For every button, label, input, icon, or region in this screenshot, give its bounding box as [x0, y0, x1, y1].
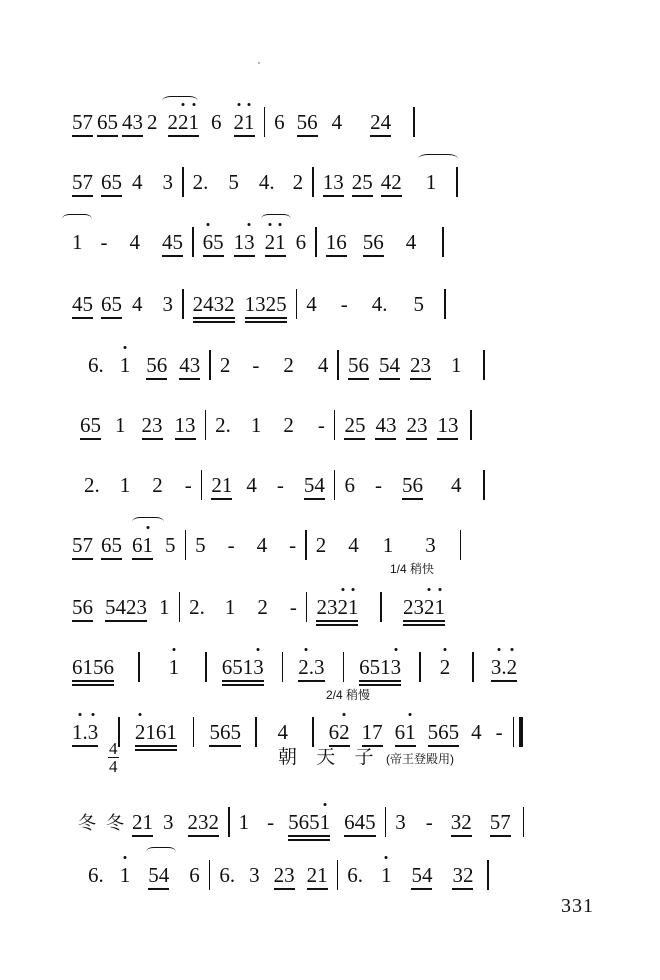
note-dotted: 6.	[219, 862, 236, 887]
music-line-13	[86, 858, 606, 892]
note-group: 57	[72, 109, 93, 134]
bar-line	[487, 860, 489, 890]
tie-arc	[146, 847, 176, 857]
piece-subtitle: (帝王登殿用)	[386, 752, 454, 766]
music-line-4	[70, 287, 590, 321]
final-bar-line	[513, 717, 523, 747]
music-line-1	[70, 105, 590, 139]
note-single: 2	[147, 109, 158, 134]
note-dotted: 6.	[88, 862, 104, 887]
tempo-annotation-2: 2/4 稍慢	[326, 688, 371, 702]
note-group: 17	[361, 719, 383, 744]
bar-line	[185, 530, 187, 560]
note-single: 4	[277, 719, 289, 744]
tie-arc	[162, 96, 198, 106]
bar-line	[209, 350, 211, 380]
note-single: 1	[119, 352, 131, 377]
note-single: 1	[119, 472, 131, 497]
rest-dash: -	[340, 291, 348, 316]
note-group: 13	[174, 412, 196, 437]
note-group: 21	[132, 809, 153, 834]
bar-line	[442, 227, 444, 257]
note-group: 23	[406, 412, 428, 437]
note-group: 61	[394, 719, 416, 744]
note-group: 2432	[192, 291, 235, 316]
note-single: 2	[257, 594, 268, 619]
bar-line	[523, 807, 525, 837]
time-signature-numerator: 4	[109, 739, 118, 758]
note-single: 4	[306, 291, 317, 316]
note-dotted: 4.	[371, 291, 388, 316]
time-signature-denominator: 4	[109, 757, 118, 776]
note-single: 4	[348, 532, 359, 557]
rest-dash: -	[276, 472, 284, 497]
note-group: 32	[452, 862, 474, 887]
note-single: 1	[72, 230, 83, 255]
music-line-2	[70, 165, 590, 199]
note-group: 232	[187, 809, 219, 834]
rest-dash: -	[374, 472, 382, 497]
bar-line	[337, 860, 339, 890]
note-group: 42	[380, 169, 402, 194]
note-group: 23	[273, 862, 295, 887]
note-dotted: 2.	[192, 169, 209, 194]
note-group: 565	[209, 719, 241, 744]
bar-line	[205, 652, 207, 682]
note-group: 13	[437, 412, 459, 437]
bar-line	[315, 227, 317, 257]
bar-line	[460, 530, 462, 560]
bar-line	[264, 107, 266, 137]
bar-line	[305, 530, 307, 560]
note-single: 3	[395, 809, 406, 834]
bar-line	[192, 227, 194, 257]
note-group: 65	[101, 532, 122, 557]
note-group: 2321	[316, 594, 359, 619]
bar-line	[444, 289, 446, 319]
note-single: 1	[119, 862, 131, 887]
note-group: 6156	[72, 654, 114, 679]
bar-line	[380, 592, 382, 622]
rest-dash: -	[267, 809, 275, 834]
note-dotted: 4.	[258, 169, 275, 194]
bar-line	[385, 807, 387, 837]
note-group: 21	[265, 230, 286, 255]
note-group: 43	[122, 109, 143, 134]
note-single: 1	[159, 594, 170, 619]
bar-line	[419, 652, 421, 682]
note-single: 3	[162, 291, 173, 316]
note-dotted: 2.	[189, 594, 205, 619]
bar-line	[179, 592, 181, 622]
note-group: 6513	[221, 654, 264, 679]
page-number: 331	[561, 895, 594, 917]
note-group: 65	[101, 291, 122, 316]
bar-line	[205, 410, 207, 440]
note-group: 13	[322, 169, 344, 194]
note-group: 57	[489, 809, 511, 834]
note-group: 57	[72, 169, 93, 194]
rest-dash: -	[227, 532, 235, 557]
bar-line	[413, 107, 415, 137]
note-single: 6	[344, 472, 355, 497]
note-single: 4	[246, 472, 257, 497]
note-single: 6	[295, 229, 307, 254]
note-single: 1	[224, 594, 236, 619]
note-single: 4	[331, 109, 343, 134]
note-single: 3	[425, 532, 436, 557]
note-group: 3.2	[490, 654, 518, 679]
note-group: 16	[325, 229, 347, 254]
bar-line	[182, 289, 184, 319]
note-single: 4	[132, 169, 143, 194]
bar-line	[193, 717, 195, 747]
note-group: 21	[233, 109, 255, 134]
note-single: 4	[317, 352, 329, 377]
note-single: 1	[450, 352, 462, 377]
note-group: 2321	[403, 594, 446, 619]
note-single: 6	[189, 862, 200, 887]
note-group: 565	[427, 719, 460, 744]
note-single: 1	[238, 809, 250, 834]
note-single: 6	[211, 109, 222, 134]
note-group: 65	[97, 109, 118, 134]
music-line-3	[70, 225, 590, 259]
note-single: 3	[249, 862, 260, 887]
rest-dash: -	[495, 719, 503, 744]
note-single: 3	[163, 809, 174, 834]
note-single: 5	[413, 291, 424, 316]
note-single: 1	[382, 532, 394, 557]
time-signature	[108, 740, 119, 775]
note-group: 23	[409, 352, 431, 377]
note-single: 6	[274, 109, 285, 134]
bar-line	[456, 167, 458, 197]
note-single: 2	[283, 352, 294, 377]
note-group: 45	[162, 229, 183, 254]
note-dotted: 2.	[215, 412, 231, 437]
note-group: 56	[146, 352, 168, 377]
music-line-10	[70, 650, 590, 684]
rest-dash: -	[317, 412, 325, 437]
bar-line	[334, 470, 336, 500]
rest-dash: -	[252, 352, 260, 377]
note-single: 2	[439, 654, 451, 679]
tie-arc	[62, 214, 92, 224]
music-line-9	[70, 590, 590, 624]
note-group: 56	[401, 472, 423, 497]
note-group: 21	[211, 472, 233, 497]
note-single: 4	[471, 719, 482, 744]
note-group: 56	[296, 109, 318, 134]
note-group: 25	[344, 412, 366, 437]
tempo-annotation-1: 1/4 稍快	[390, 562, 435, 576]
note-single: 4	[132, 291, 143, 316]
bar-line	[343, 652, 345, 682]
note-group: 65	[80, 412, 101, 437]
note-group: 32	[450, 809, 472, 834]
note-group: 56	[72, 594, 93, 619]
scan-speck	[258, 62, 260, 64]
note-single: 2	[152, 472, 163, 497]
note-group: 5423	[105, 594, 147, 619]
note-group: 1.3	[72, 719, 99, 744]
note-dotted: 6.	[347, 862, 363, 887]
note-single: 2	[292, 169, 304, 194]
note-single: 2	[283, 412, 294, 437]
note-group: 23	[141, 412, 163, 437]
bar-line	[201, 470, 203, 500]
note-group: 21	[306, 862, 328, 887]
note-group: 221	[168, 110, 200, 135]
note-single: 5	[165, 532, 176, 557]
bar-line	[255, 717, 257, 747]
music-line-12	[76, 805, 596, 839]
bar-line	[483, 470, 485, 500]
note-group: 43	[179, 352, 201, 377]
note-group: 24	[370, 109, 392, 134]
tie-arc	[418, 154, 458, 164]
note-single: 1	[168, 654, 180, 679]
note-group: 65	[202, 229, 224, 254]
note-group: 45	[72, 291, 93, 316]
bar-line	[209, 860, 211, 890]
bar-line	[296, 289, 298, 319]
note-group: 5651	[288, 809, 331, 834]
note-group: 54	[148, 863, 169, 888]
note-group: 13	[233, 229, 255, 254]
note-group: 62	[328, 719, 350, 744]
note-group: 57	[72, 532, 93, 557]
note-group: 54	[378, 352, 400, 377]
note-single: 1	[426, 170, 437, 195]
note-group: 2161	[134, 719, 177, 744]
note-dotted: 2.	[84, 472, 100, 497]
note-single: 2	[315, 532, 327, 557]
bar-line	[282, 652, 284, 682]
music-line-5	[86, 348, 606, 382]
lyric-syllable: 冬	[106, 813, 124, 833]
note-group: 54	[303, 472, 325, 497]
note-dotted: 6.	[88, 352, 104, 377]
bar-line	[182, 167, 184, 197]
rest-dash: -	[425, 809, 433, 834]
rest-dash: -	[100, 229, 108, 254]
rest-dash: -	[289, 594, 297, 619]
music-line-8	[70, 528, 590, 562]
music-line-6	[78, 408, 598, 442]
note-single: 1	[115, 412, 126, 437]
bar-line	[138, 652, 140, 682]
note-group: 645	[344, 809, 376, 834]
note-single: 2	[219, 352, 231, 377]
note-group: 43	[375, 412, 397, 437]
piece-title: 朝 天 子	[278, 747, 381, 768]
note-single: 5	[195, 532, 206, 557]
note-group: 61	[132, 533, 153, 558]
note-single: 4	[256, 532, 268, 557]
note-single: 3	[162, 169, 173, 194]
note-single: 4	[450, 472, 462, 497]
bar-line	[312, 167, 314, 197]
bar-line	[337, 350, 339, 380]
note-single: 4	[129, 229, 140, 254]
bar-line	[472, 652, 474, 682]
note-group: 2.3	[298, 654, 325, 679]
bar-line	[483, 350, 485, 380]
note-group: 25	[351, 169, 373, 194]
music-line-7	[82, 468, 602, 502]
note-group: 65	[101, 169, 122, 194]
note-group: 1325	[244, 291, 287, 316]
note-single: 4	[405, 229, 417, 254]
bar-line	[228, 807, 230, 837]
note-single: 1	[250, 412, 262, 437]
lyric-syllable: 冬	[78, 813, 96, 833]
note-group: 6513	[359, 654, 402, 679]
tie-arc	[132, 517, 164, 527]
bar-line	[334, 410, 336, 440]
note-group: 56	[347, 352, 369, 377]
bar-line	[470, 410, 472, 440]
rest-dash: -	[289, 532, 297, 557]
note-single: 1	[380, 862, 392, 887]
note-group: 56	[362, 229, 384, 254]
bar-line	[306, 592, 308, 622]
rest-dash: -	[184, 472, 192, 497]
tie-arc	[261, 214, 291, 224]
note-group: 54	[411, 862, 433, 887]
note-single: 5	[228, 169, 239, 194]
